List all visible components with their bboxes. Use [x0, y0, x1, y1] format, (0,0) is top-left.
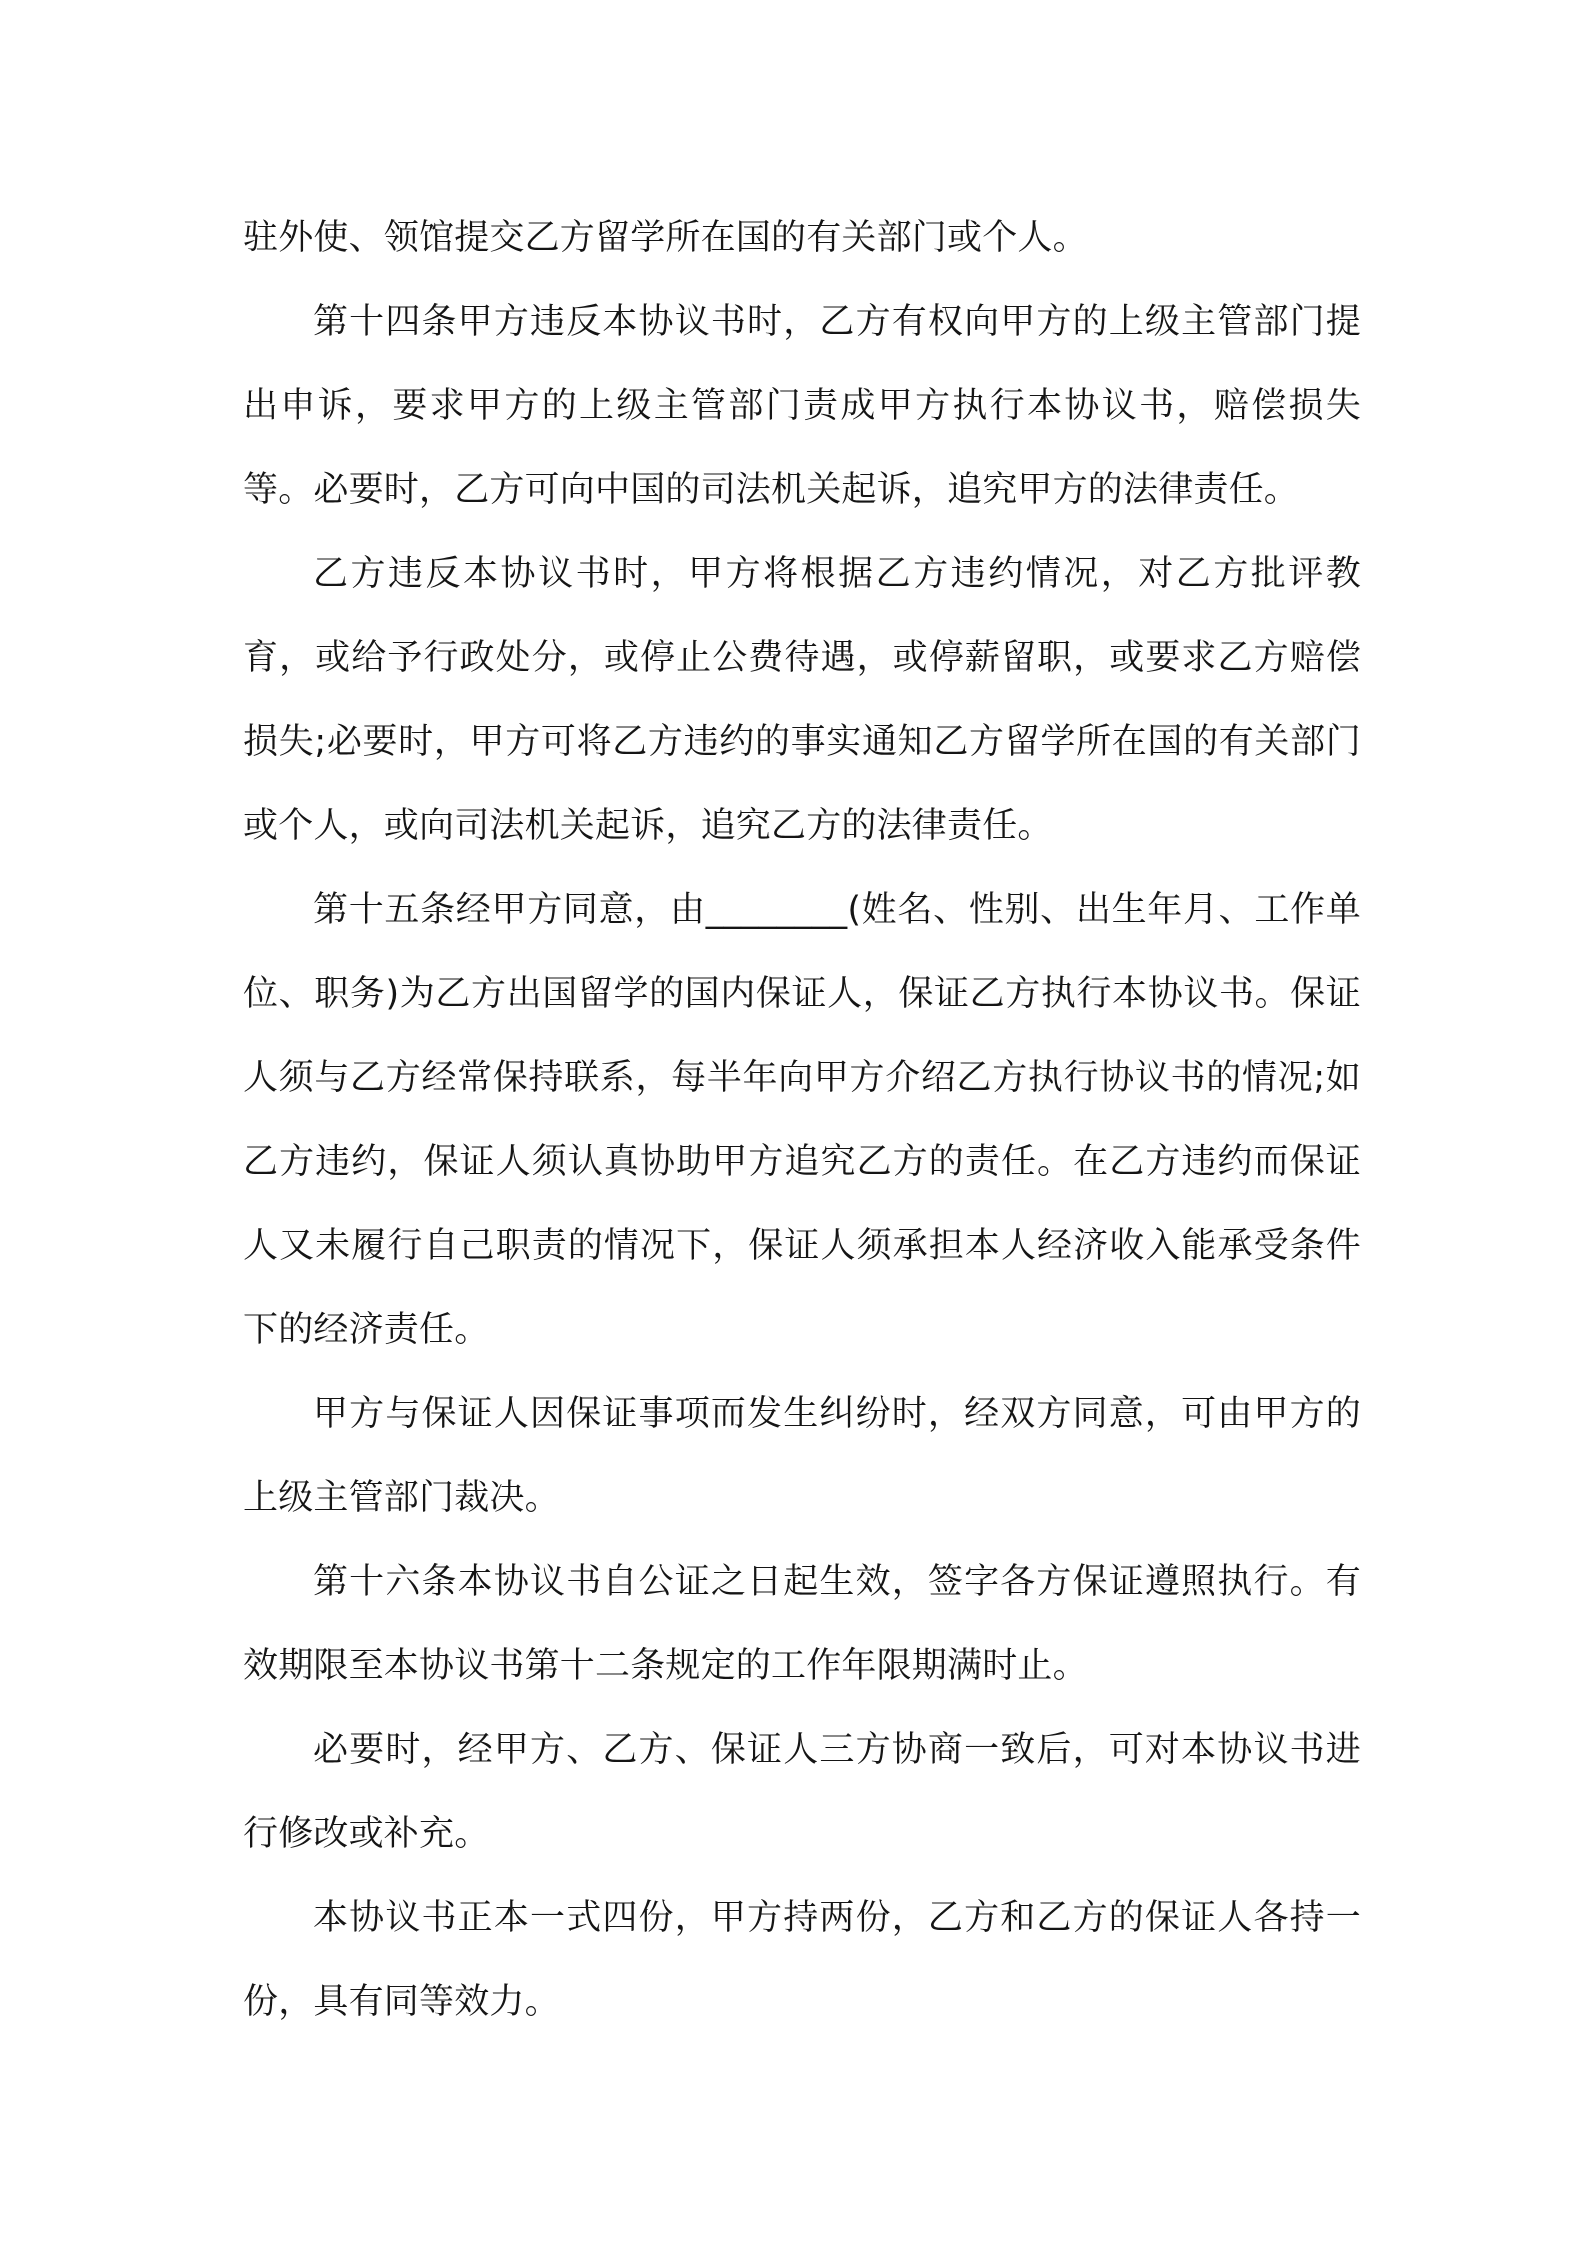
paragraph-copies: 本协议书正本一式四份，甲方持两份，乙方和乙方的保证人各持一份，具有同等效力。 — [243, 1898, 1361, 2022]
paragraph-1: 驻外使、领馆提交乙方留学所在国的有关部门或个人。 — [243, 218, 1088, 258]
paragraph-dispute: 甲方与保证人因保证事项而发生纠纷时，经双方同意，可由甲方的上级主管部门裁决。 — [243, 1394, 1361, 1518]
paragraph-amendment: 必要时，经甲方、乙方、保证人三方协商一致后，可对本协议书进行修改或补充。 — [243, 1730, 1361, 1854]
document-body — [243, 196, 1361, 2044]
paragraph-party-b-breach: 乙方违反本协议书时，甲方将根据乙方违约情况，对乙方批评教育，或给予行政处分，或停止公费待遇，或停薪留职，或要求乙方赔偿损失;必要时，甲方可将乙方违约的事实通知乙方留学所在国的有关部门或个人，或向司法机关起诉，追究乙方的法律责任。 — [243, 554, 1361, 846]
paragraph-article-16: 第十六条本协议书自公证之日起生效，签字各方保证遵照执行。有效期限至本协议书第十二条规定的工作年限期满时止。 — [243, 1562, 1361, 1686]
paragraph-article-15: 第十五条经甲方同意，由________(姓名、性别、出生年月、工作单位、职务)为乙方出国留学的国内保证人，保证乙方执行本协议书。保证人须与乙方经常保持联系，每半年向甲方介绍乙方执行协议书的情况;如乙方违约，保证人须认真协助甲方追究乙方的责任。在乙方违约而保证人又未履行自己职责的情况下，保证人须承担本人经济收入能承受条件下的经济责任。 — [243, 890, 1361, 1350]
paragraph-article-14: 第十四条甲方违反本协议书时，乙方有权向甲方的上级主管部门提出申诉，要求甲方的上级主管部门责成甲方执行本协议书，赔偿损失等。必要时，乙方可向中国的司法机关起诉，追究甲方的法律责任。 — [243, 302, 1361, 510]
